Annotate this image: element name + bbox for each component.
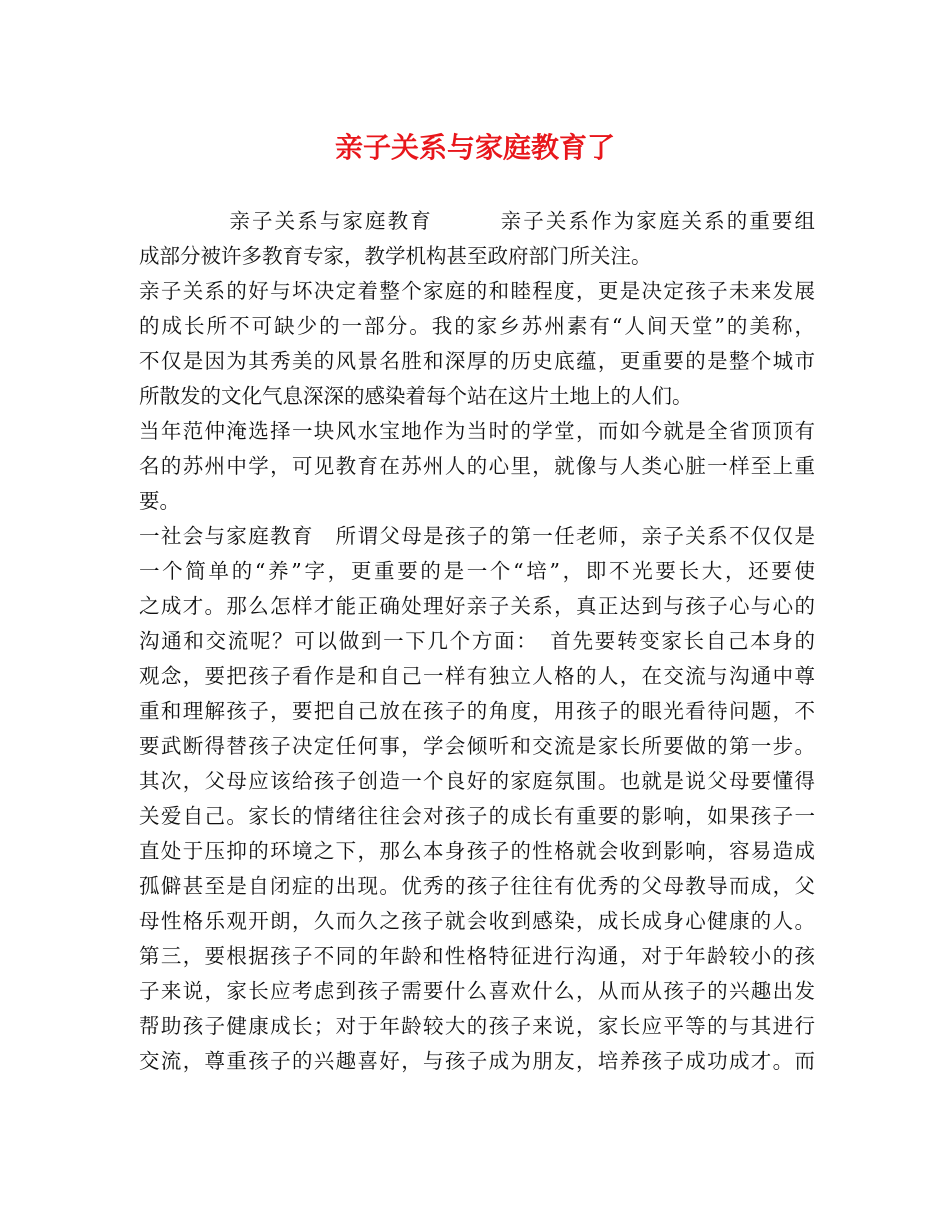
text-line: 观念，要把孩子看作是和自己一样有独立人格的人，在交流与沟通中尊	[139, 664, 815, 688]
text-line: 之成才。那么怎样才能正确处理好亲子关系，真正达到与孩子心与心的	[139, 594, 815, 618]
text-line: 孤僻甚至是自闭症的出现。优秀的孩子往往有优秀的父母教导而成，父	[139, 874, 815, 898]
text-line: 直处于压抑的环境之下，那么本身孩子的性格就会收到影响，容易造成	[139, 839, 815, 863]
text-line: 子来说，家长应考虑到孩子需要什么喜欢什么，从而从孩子的兴趣出发	[139, 979, 815, 1003]
text-line: 沟通和交流呢？可以做到一下几个方面： 首先要转变家长自己本身的	[139, 629, 815, 653]
text-line: 第三，要根据孩子不同的年龄和性格特征进行沟通，对于年龄较小的孩	[139, 944, 815, 968]
text-line: 的成长所不可缺少的一部分。我的家乡苏州素有“人间天堂”的美称，	[139, 314, 815, 338]
text-line: 母性格乐观开朗，久而久之孩子就会收到感染，成长成身心健康的人。	[139, 909, 815, 933]
text-line: 名的苏州中学，可见教育在苏州人的心里，就像与人类心脏一样至上重	[139, 454, 815, 478]
text-line: 不仅是因为其秀美的风景名胜和深厚的历史底蕴，更重要的是整个城市	[139, 349, 815, 373]
text-line: 成部分被许多教育专家，教学机构甚至政府部门所关注。	[139, 244, 652, 268]
text-line: 所散发的文化气息深深的感染着每个站在这片土地上的人们。	[139, 384, 693, 408]
document-title: 亲子关系与家庭教育了	[334, 131, 615, 164]
text-line: 一社会与家庭教育 所谓父母是孩子的第一任老师，亲子关系不仅仅是	[139, 524, 815, 548]
text-line: 重和理解孩子，要把自己放在孩子的角度，用孩子的眼光看待问题，不	[139, 699, 815, 723]
text-line: 亲子关系的好与坏决定着整个家庭的和睦程度，更是决定孩子未来发展	[139, 279, 815, 303]
text-line: 当年范仲淹选择一块风水宝地作为当时的学堂，而如今就是全省顶顶有	[139, 419, 815, 443]
text-line: 亲子关系与家庭教育 亲子关系作为家庭关系的重要组	[139, 209, 815, 233]
document-body	[139, 204, 815, 1079]
text-line: 要。	[139, 489, 180, 513]
text-line: 关爱自己。家长的情绪往往会对孩子的成长有重要的影响，如果孩子一	[139, 804, 815, 828]
text-line: 交流，尊重孩子的兴趣喜好，与孩子成为朋友，培养孩子成功成才。而	[139, 1049, 815, 1073]
text-line: 帮助孩子健康成长；对于年龄较大的孩子来说，家长应平等的与其进行	[139, 1014, 815, 1038]
text-line: 要武断得替孩子决定任何事，学会倾听和交流是家长所要做的第一步。	[139, 734, 815, 758]
text-line: 一个简单的“养”字，更重要的是一个“培”，即不光要长大，还要使	[139, 559, 815, 583]
text-line: 其次，父母应该给孩子创造一个良好的家庭氛围。也就是说父母要懂得	[139, 769, 815, 793]
